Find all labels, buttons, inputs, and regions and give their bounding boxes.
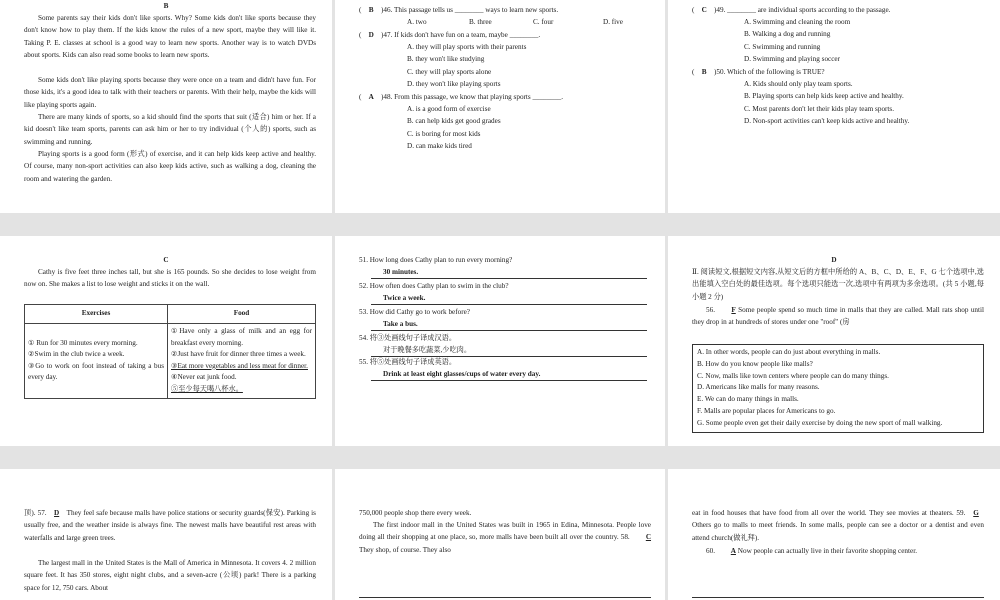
question-51: 51. How long does Cathy plan to run every morning?	[359, 256, 513, 264]
answer-46: B	[368, 6, 374, 14]
passage-d-para-6-text: Now people can actually live in their favorite shopping center.	[737, 547, 918, 555]
answer-line-52	[371, 304, 647, 305]
option-50-c: C. Most parents don't let their kids play team sports.	[744, 104, 895, 113]
food-cell	[168, 324, 316, 399]
question-47-options	[407, 41, 526, 91]
option-47-a: A. they will play sports with their parents	[407, 43, 527, 51]
food-item-4: ④Never eat junk food.	[171, 373, 237, 382]
divider-line-2	[692, 597, 984, 598]
option-46-a: A. two	[407, 18, 427, 26]
passage-b-para-4: Playing sports is a good form (形式) of exercise, and it can help kids keep active and healthy. Of course, many non-sport activities can also keep kids active, such as walking a dog, cleaning the room and watering the garden.	[24, 150, 316, 183]
box-option-c: C. Now, malls like town centers where people can do many things.	[697, 371, 889, 380]
section-title-b: B	[163, 2, 169, 10]
panel-passage-d-continued-3	[668, 469, 1000, 600]
option-49-a: A. Swimming and cleaning the room	[744, 18, 851, 26]
answer-59: G	[973, 509, 979, 517]
box-option-e: E. We can do many things in malls.	[697, 395, 799, 404]
option-48-a: A. is a good form of exercise	[407, 105, 491, 113]
passage-d-para-4-tail: They shop, of course. They also	[359, 545, 451, 554]
answer-53: Take a bus.	[383, 320, 418, 328]
panel-passage-c	[0, 236, 332, 446]
passage-d-para-5-tail: Others go to malls to meet friends. In some malls, people can see a doctor or a dentist and even attend church(做礼拜).	[692, 521, 984, 542]
answer-line-55	[371, 380, 647, 381]
passage-b-para-3: There are many kinds of sports, so a kid should find the sports that suit (适合) him or her. If a kid doesn't like team sports, parents can ask him or her to try individual (个人的) sports, such as swimming and running.	[24, 113, 316, 146]
passage-d-para-2-text: They feel safe because malls have police stations or security guards(保安). Parking is usually free, and the weather inside is always fine. The newest malls have beautiful rest areas with waterfalls and large green trees.	[24, 509, 316, 542]
option-50-d: D. Non-sport activities can't keep kids active and healthy.	[744, 117, 910, 126]
answer-line-53	[371, 330, 647, 331]
question-53: 53. How did Cathy go to work before?	[359, 308, 470, 316]
weight-loss-table	[24, 304, 316, 399]
exercise-item-3: ③Go to work on foot instead of taking a bus every day.	[28, 361, 164, 382]
answer-47: D	[368, 31, 374, 39]
question-47-text: )47. If kids don't have fun on a team, maybe ________.	[381, 31, 541, 39]
answer-57: D	[54, 509, 60, 517]
answer-52: Twice a week.	[383, 294, 426, 302]
passage-d-para-3: The largest mall in the United States is the Mall of America in Minnesota. It covers 4. 2 million square feet. It has 350 stores, eight night clubs, and a seven-acre (公顷) park! There is a parking space for 12, 750 cars. About	[24, 559, 316, 592]
options-box	[692, 344, 984, 433]
box-option-g: G. Some people even get their daily exercise by doing the new sport of mall walking.	[697, 418, 943, 427]
question-49: ( C )49. ________ are individual sports according to the passage.	[692, 4, 890, 16]
option-49-b: B. Walking a dog and running	[744, 30, 831, 39]
option-49-d: D. Swimming and playing soccer	[744, 55, 841, 64]
question-48-options	[407, 103, 501, 153]
question-50-text: )50. Which of the following is TRUE?	[714, 68, 825, 76]
question-47: ( D )47. If kids don't have fun on a team, maybe ________.	[359, 29, 540, 41]
option-47-b: B. they won't like studying	[407, 55, 485, 64]
blank-number-56: 56.	[706, 306, 715, 314]
option-48-d: D. can make kids tired	[407, 142, 472, 151]
food-item-1: ①Have only a glass of milk and an egg for breakfast every morning.	[171, 327, 312, 347]
answer-60: A	[730, 547, 736, 555]
blank-number-60: 60.	[706, 547, 715, 555]
question-49-text: )49. ________ are individual sports according to the passage.	[714, 6, 891, 14]
answer-48: A	[368, 93, 374, 101]
section-instructions: Ⅱ. 阅读短文,根据短文内容,从短文后的方框中所给的 A、B、C、D、E、F、G 七个选项中,选出能填入空白处的最佳选项。每个选项只能选一次,选项中有两项为多余选项。(共 5 小题,每小题 2 分)	[692, 268, 984, 301]
question-50-options	[744, 78, 909, 128]
answer-line-51	[371, 278, 647, 279]
question-48-text: )48. From this passage, we know that playing sports ________.	[381, 93, 564, 101]
box-option-a: A. In other words, people can do just about everything in malls.	[697, 348, 881, 356]
exercise-item-2: ②Swim in the club twice a week.	[28, 350, 125, 359]
passage-d-para-1-text: Some people spend so much time in malls that they are called. Mall rats shop until they drop in at hundreds of stores under one "roof" (房	[692, 306, 985, 327]
passage-d-para-1	[692, 304, 984, 329]
box-option-d: D. Americans like malls for many reasons.	[697, 383, 820, 392]
option-46-d: D. five	[603, 18, 623, 26]
passage-d-para-2-lead: 顶). 57.	[24, 509, 47, 517]
food-item-5: ⑤至少每天喝八杯水。	[171, 384, 243, 393]
question-54: 54. 将③处画线句子译成汉语。	[359, 334, 457, 342]
section-title-d: D	[831, 256, 837, 264]
question-55: 55. 将⑤处画线句子译成英语。	[359, 358, 457, 366]
passage-d-para-5-text: eat in food houses that have food from all over the world. They see movies at theaters. 59.	[692, 509, 966, 517]
box-option-f: F. Malls are popular places for Americans to go.	[697, 406, 836, 415]
passage-d-para-4	[359, 519, 651, 556]
question-49-options	[744, 16, 850, 66]
answer-56: F	[731, 306, 736, 314]
divider-line	[359, 597, 651, 598]
panel-questions-46-48	[335, 0, 665, 213]
section-title-c: C	[163, 256, 169, 264]
passage-d-para-3-end: 750,000 people shop there every week.	[359, 509, 472, 517]
option-46-b: B. three	[469, 18, 492, 26]
question-46-text: )46. This passage tells us ________ ways to learn new sports.	[381, 6, 559, 14]
panel-questions-51-55	[335, 236, 665, 446]
passage-d-para-6	[692, 545, 984, 557]
question-48: ( A )48. From this passage, we know that playing sports ________.	[359, 91, 563, 103]
answer-55: Drink at least eight glasses/cups of water every day.	[383, 370, 541, 378]
option-46-c: C. four	[533, 18, 554, 26]
passage-c-intro: Cathy is five feet three inches tall, but she is 165 pounds. So she decides to lose weight from now on. She makes a list to lose weight and sticks it on the wall.	[24, 268, 316, 289]
option-49-c: C. Swimming and running	[744, 42, 821, 51]
exercises-cell	[25, 324, 168, 399]
option-47-d: D. they won't like playing sports	[407, 80, 501, 89]
passage-d-para-5	[692, 507, 984, 544]
food-item-3: ③Eat more vegetables and less meat for dinner.	[171, 361, 308, 370]
option-50-a: A. Kids should only play team sports.	[744, 80, 853, 88]
panel-passage-d	[668, 236, 1000, 446]
passage-d-para-2	[24, 507, 316, 544]
option-48-c: C. is boring for most kids	[407, 129, 481, 138]
panel-passage-b	[0, 0, 332, 213]
option-50-b: B. Playing sports can help kids keep active and healthy.	[744, 92, 904, 101]
answer-51: 30 minutes.	[383, 268, 419, 276]
passage-b-para-1: Some parents say their kids don't like sports. Why? Some kids don't like sports because they don't know how to play them. If the kids know the rules of a new sport, maybe they will like it. Taking P. E. classes at school is a good way to learn new sports. Another way is to watch DVDs about sports. Kids can also read some books to learn new sports.	[24, 14, 316, 60]
question-52: 52. How often does Cathy plan to swim in the club?	[359, 282, 509, 290]
answer-54: 对于晚餐多吃蔬菜,少吃肉。	[383, 346, 472, 354]
answer-49: C	[701, 6, 707, 14]
option-47-c: C. they will play sports alone	[407, 67, 492, 76]
passage-d-para-4-text: The first indoor mall in the United States was built in 1965 in Edina, Minnesota. People love doing all their shopping at one place, so, more malls have been built all over the country. 58.	[359, 521, 651, 542]
answer-50: B	[701, 68, 707, 76]
exercise-item-1: ① Run for 30 minutes every morning.	[28, 338, 138, 347]
option-48-b: B. can help kids get good grades	[407, 117, 501, 126]
question-50: ( B )50. Which of the following is TRUE?	[692, 66, 825, 78]
panel-passage-d-continued-1	[0, 469, 332, 600]
food-item-2: ②Just have fruit for dinner three times a week.	[171, 350, 306, 359]
panel-questions-49-50	[668, 0, 1000, 213]
question-46: ( B )46. This passage tells us ________ ways to learn new sports.	[359, 4, 558, 16]
panel-passage-d-continued-2	[335, 469, 665, 600]
box-option-b: B. How do you know people like malls?	[697, 359, 813, 368]
passage-b-para-2: Some kids don't like playing sports because they were once on a team and didn't have fun. For those kids, it's a good idea to talk with their teachers or parents. With their help, maybe the kids will like playing sports again.	[24, 76, 316, 109]
answer-58: C	[645, 533, 652, 542]
table-header-exercises: Exercises	[25, 305, 168, 324]
table-header-food: Food	[168, 305, 316, 324]
